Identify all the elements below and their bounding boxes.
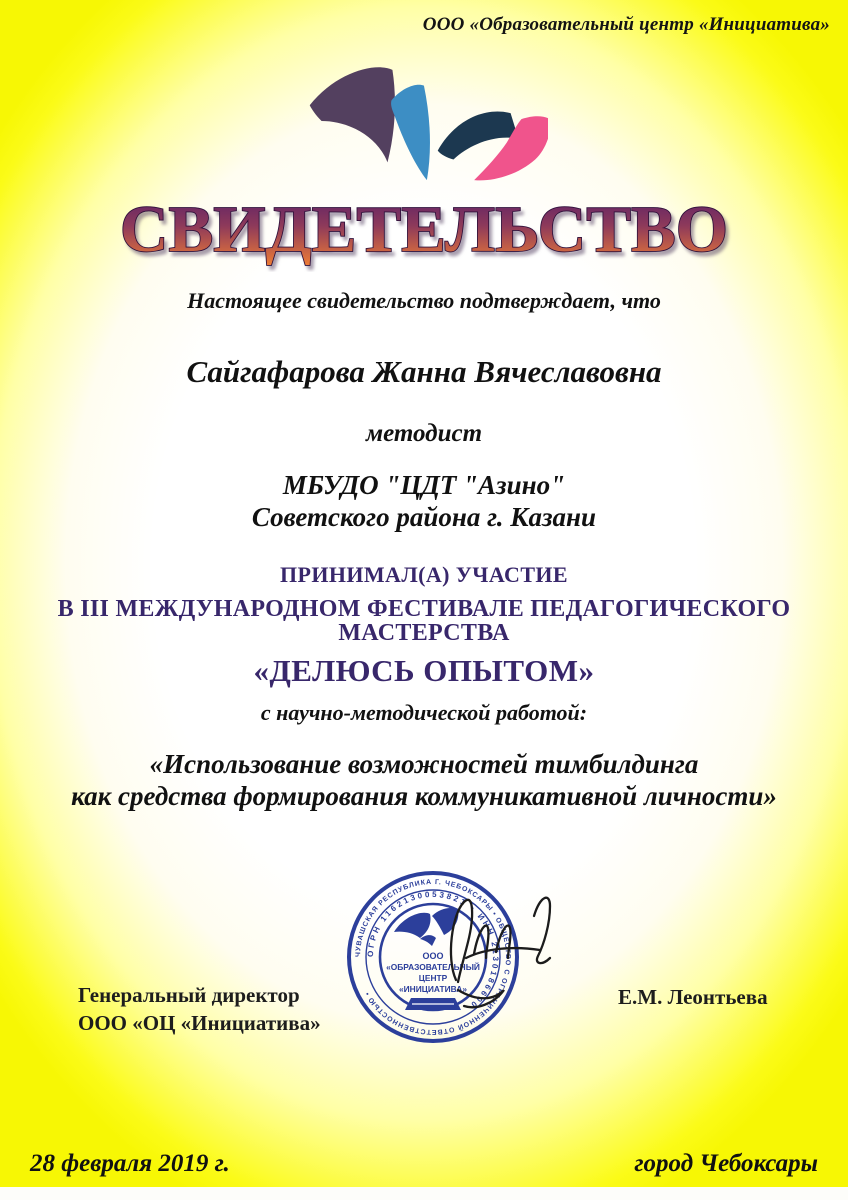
title-wrap	[104, 184, 744, 277]
footer-city: город Чебоксары	[634, 1150, 818, 1177]
bottom-white-strip	[0, 1187, 848, 1200]
stamp-center-line2: «ОБРАЗОВАТЕЛЬНЫЙ	[386, 962, 480, 972]
participation-line2: В III МЕЖДУНАРОДНОМ ФЕСТИВАЛЕ ПЕДАГОГИЧЕСКОГО МАСТЕРСТВА	[57, 596, 791, 646]
logo-purple-page	[310, 67, 395, 162]
participation-line3: «ДЕЛЮСЬ ОПЫТОМ»	[253, 653, 595, 688]
work-title-line1: «Использование возможностей тимбилдинга	[149, 749, 699, 779]
stamp-numbers-ring-text: ОГРН 1162130053821 • ИНН 2130186600	[365, 889, 501, 1011]
stamp-center-line3: ЦЕНТР	[418, 973, 448, 983]
recipient-organization	[0, 470, 848, 534]
footer-date: 28 февраля 2019 г.	[30, 1150, 230, 1177]
round-seal-icon	[349, 873, 517, 1041]
recipient-organization-line1: МБУДО "ЦДТ "Азино"	[282, 470, 566, 500]
stamp-center-line4: «ИНИЦИАТИВА»	[399, 984, 467, 994]
certificate-title-art	[104, 184, 744, 272]
recipient-name: Сайгафарова Жанна Вячеславовна	[186, 354, 662, 389]
director-name: Е.М. Леонтьева	[618, 985, 768, 1009]
participation-line1: ПРИНИМАЛ(А) УЧАСТИЕ	[279, 562, 568, 587]
logo-blue-page	[391, 85, 430, 180]
participation-block	[0, 564, 848, 686]
director-title-line1: Генеральный директор	[78, 983, 300, 1007]
stamp-center-line1: ООО	[422, 951, 444, 961]
open-book-logo-icon	[292, 60, 548, 188]
work-label: с научно-методической работой:	[260, 700, 588, 725]
certificate-title: СВИДЕТЕЛЬСТВО	[120, 193, 728, 266]
stamp-and-signature	[328, 862, 578, 1057]
work-title-line2: как средства формирования коммуникативной личности»	[71, 781, 777, 812]
intro-line: Настоящее свидетельство подтверждает, что	[187, 288, 661, 313]
recipient-organization-line2: Советского района г. Казани	[251, 501, 597, 532]
stamp-bottom-plate	[405, 998, 461, 1010]
org-header: ООО «Образовательный центр «Инициатива»	[422, 14, 830, 35]
director-title-line2: ООО «ОЦ «Инициатива»	[78, 1010, 321, 1035]
work-title	[0, 748, 848, 813]
stamp-outer-ring-text: ЧУВАШСКАЯ РЕСПУБЛИКА Г. ЧЕБОКСАРЫ • ОБЩЕСТВО С ОГРАНИЧЕННОЙ ОТВЕТСТВЕННОСТЬЮ •	[354, 878, 512, 1036]
director-title	[78, 982, 321, 1037]
recipient-position: методист	[365, 420, 483, 447]
